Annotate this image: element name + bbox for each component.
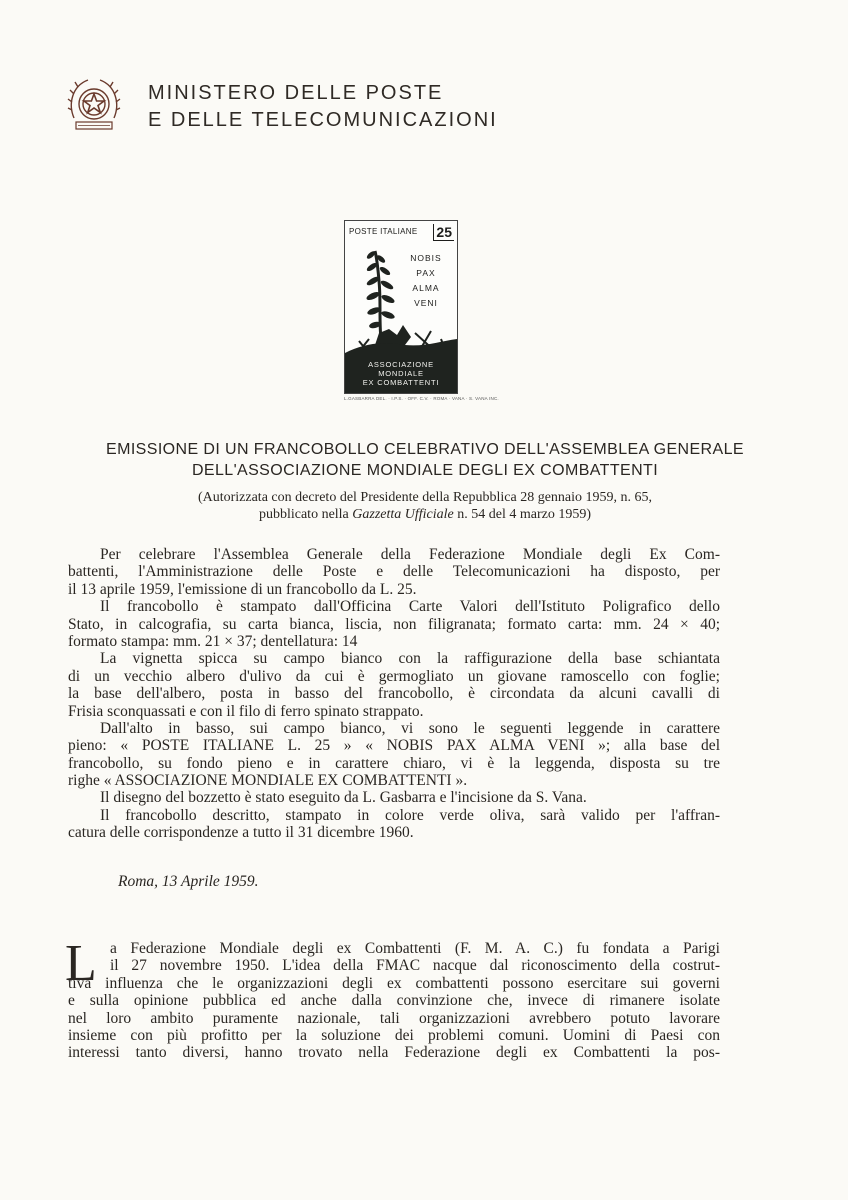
- text-line: di un vecchio albero d'ulivo da cui è germogliato un giovane ramoscello con foglie;: [68, 667, 720, 685]
- text-line: nel loro ambito puramente nazionale, tali organizzazioni avrebbero potuto lavorare: [68, 1009, 720, 1027]
- text-line: Stato, in calcografia, su carta bianca, liscia, non filigranata; formato carta: mm. 24 × 40;: [68, 615, 720, 633]
- stamp-motto-word: ALMA: [412, 283, 440, 293]
- description-text: [68, 546, 720, 842]
- text-line: Il francobollo descritto, stampato in colore verde oliva, sarà valido per l'affran-: [100, 806, 720, 824]
- text-line: tiva influenza che le organizzazioni degli ex combattenti possono esercitare sui governi: [68, 974, 720, 992]
- text-line: e sulla opinione pubblica ed anche dalla convinzione che, invece di rimanere isolate: [68, 992, 720, 1010]
- text-line: a Federazione Mondiale degli ex Combattenti (F. M. A. C.) fu fondata a Parigi: [110, 940, 720, 957]
- ministry-line-2: E DELLE TELECOMUNICAZIONI: [148, 109, 498, 131]
- signoff-date: Roma, 13 Aprile 1959.: [118, 873, 259, 890]
- ministry-name: [148, 80, 498, 134]
- text-line: il 27 novembre 1950. L'idea della FMAC nacque dal riconoscimento della costrut-: [110, 957, 720, 975]
- text-line: Dall'alto in basso, sui campo bianco, vi sono le seguenti leggende in carattere: [100, 719, 720, 737]
- stamp: [344, 220, 458, 394]
- authorization-line-1: (Autorizzata con decreto del Presidente della Repubblica 28 gennaio 1959, n. 65,: [197, 490, 653, 505]
- text-line: battenti, l'Amministrazione delle Poste e delle Telecomunicazioni ha disposto, per: [68, 563, 720, 581]
- text-line: il 13 aprile 1959, l'emissione di un francobollo da L. 25.: [68, 580, 417, 598]
- stamp-motto: [399, 251, 453, 311]
- text-line: formato stampa: mm. 21 × 37; dentellatura: 14: [68, 632, 358, 650]
- authorization-suffix: n. 54 del 4 marzo 1959): [453, 507, 592, 522]
- text-line: insieme con più profitto per la soluzione dei problemi comuni. Uomini di Paesi con: [68, 1026, 720, 1044]
- history-text: [68, 940, 720, 1062]
- text-line: la base dell'albero, posta in basso del francobollo, è circondata da alcuni cavalli di: [68, 685, 720, 703]
- stamp-motto-word: PAX: [416, 268, 436, 278]
- gazzetta-title: Gazzetta Ufficiale: [352, 507, 454, 522]
- stamp-motto-word: VENI: [414, 298, 438, 308]
- italian-republic-emblem-icon: [66, 74, 122, 136]
- text-line: Frisia sconquassati e con il filo di ferro spinato strappato.: [68, 702, 424, 720]
- stamp-country-label: POSTE ITALIANE: [349, 227, 418, 236]
- text-line: interessi tanto diversi, hanno trovato nella Federazione degli ex Combattenti la pos-: [68, 1044, 720, 1062]
- authorization-prefix: pubblicato nella: [258, 507, 353, 522]
- text-line: catura delle corrispondenze a tutto il 31 dicembre 1960.: [68, 824, 414, 842]
- stamp-credit-line: L.GASBARRA DEL. · I.P.S. · OFF. C.V. · ROMA · VANA · S. VANA INC.: [344, 396, 499, 401]
- stamp-motto-word: NOBIS: [410, 253, 442, 263]
- text-line: righe « ASSOCIAZIONE MONDIALE EX COMBATTENTI ».: [68, 772, 468, 790]
- text-line: pieno: « POSTE ITALIANE L. 25 » « NOBIS PAX ALMA VENI »; alla base del: [68, 737, 720, 755]
- drop-cap: L: [65, 935, 97, 992]
- text-line: Per celebrare l'Assemblea Generale della Federazione Mondiale degli Ex Com-: [100, 546, 720, 563]
- stamp-association-legend: [345, 360, 457, 387]
- stamp-legend-line: EX COMBATTENTI: [362, 378, 440, 387]
- text-line: La vignetta spicca su campo bianco con la raffigurazione della base schiantata: [100, 650, 720, 668]
- issue-title-line-1: EMISSIONE DI UN FRANCOBOLLO CELEBRATIVO DELL'ASSEMBLEA GENERALE: [106, 441, 744, 458]
- stamp-legend-line: MONDIALE: [378, 369, 424, 378]
- text-line: francobollo, su fondo pieno e in carattere chiaro, vi è la leggenda, disposta su tre: [68, 754, 720, 772]
- issue-title-line-2: DELL'ASSOCIAZIONE MONDIALE DEGLI EX COMBATTENTI: [191, 462, 659, 479]
- stamp-image: [340, 216, 499, 410]
- stamp-denomination: 25: [433, 224, 454, 241]
- ministry-line-1: MINISTERO DELLE POSTE: [148, 82, 444, 104]
- authorization-line-2: [60, 507, 790, 523]
- stamp-legend-line: ASSOCIAZIONE: [368, 360, 434, 369]
- text-line: Il disegno del bozzetto è stato eseguito da L. Gasbarra e l'incisione da S. Vana.: [100, 789, 587, 807]
- text-line: Il francobollo è stampato dall'Officina Carte Valori dell'Istituto Poligrafico dello: [100, 598, 720, 616]
